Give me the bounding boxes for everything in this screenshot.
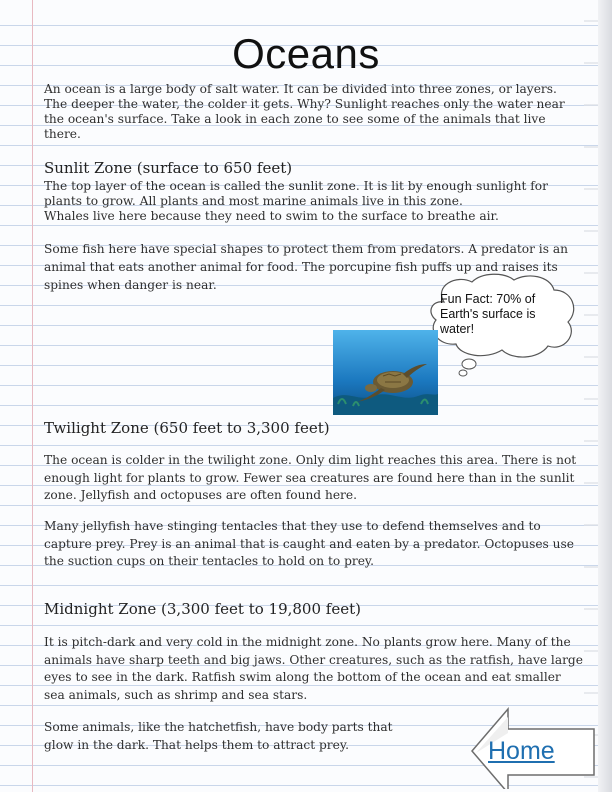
midnight-heading: Midnight Zone (3,300 feet to 19,800 feet) <box>44 600 361 618</box>
page-title: Oceans <box>232 30 380 77</box>
sunlit-heading: Sunlit Zone (surface to 650 feet) <box>44 159 293 177</box>
sunlit-paragraph-2: Some fish here have special shapes to protect them from predators. A predator is an animal that eats another animal for food. The porcupine fish puffs up and raises its spines when danger is near. <box>44 242 568 292</box>
sunlit-paragraph-1b: Whales live here because they need to swim to the surface to breathe air. <box>44 209 499 223</box>
fun-fact-bubble <box>424 272 578 352</box>
sea-turtle-photo <box>333 330 438 415</box>
home-label[interactable]: Home <box>488 737 555 765</box>
intro-paragraph: An ocean is a large body of salt water. It can be divided into three zones, or layers. The deeper the water, the colder it gets. Why? Sunlight reaches only the water near the ocean's surface. Take a look in each zone to see some of the animals that live there. <box>44 82 565 141</box>
midnight-paragraph-2: Some animals, like the hatchetfish, have body parts that glow in the dark. That helps them to attract prey. <box>44 720 393 752</box>
sunlit-paragraph-1: The top layer of the ocean is called the sunlit zone. It is lit by enough sunlight for plants to grow. All plants and most marine animals live in this zone. <box>44 179 548 208</box>
margin-line <box>32 0 33 792</box>
twilight-heading: Twilight Zone (650 feet to 3,300 feet) <box>44 419 330 437</box>
home-button[interactable] <box>470 707 600 789</box>
twilight-paragraph-1: The ocean is colder in the twilight zone. Only dim light reaches this area. There is not enough light for plants to grow. Fewer sea creatures are found here than in the sunlit zone. Jellyfish and octopuses are often found here. <box>44 453 577 502</box>
paper-edge <box>598 0 612 792</box>
fun-fact-text: Fun Fact: 70% of Earth's surface is water! <box>440 292 536 336</box>
midnight-paragraph-1: It is pitch-dark and very cold in the midnight zone. No plants grow here. Many of the animals have sharp teeth and big jaws. Other creatures, such as the ratfish, have large eyes to see in the dark. Ratfish swim along the bottom of the ocean and eat smaller sea animals, such as shrimp and sea stars. <box>44 635 583 702</box>
twilight-paragraph-2: Many jellyfish have stinging tentacles that they use to defend themselves and to capture prey. Prey is an animal that is caught and eaten by a predator. Octopuses use the suction cups on their tentacles to hold on to prey. <box>44 519 574 568</box>
